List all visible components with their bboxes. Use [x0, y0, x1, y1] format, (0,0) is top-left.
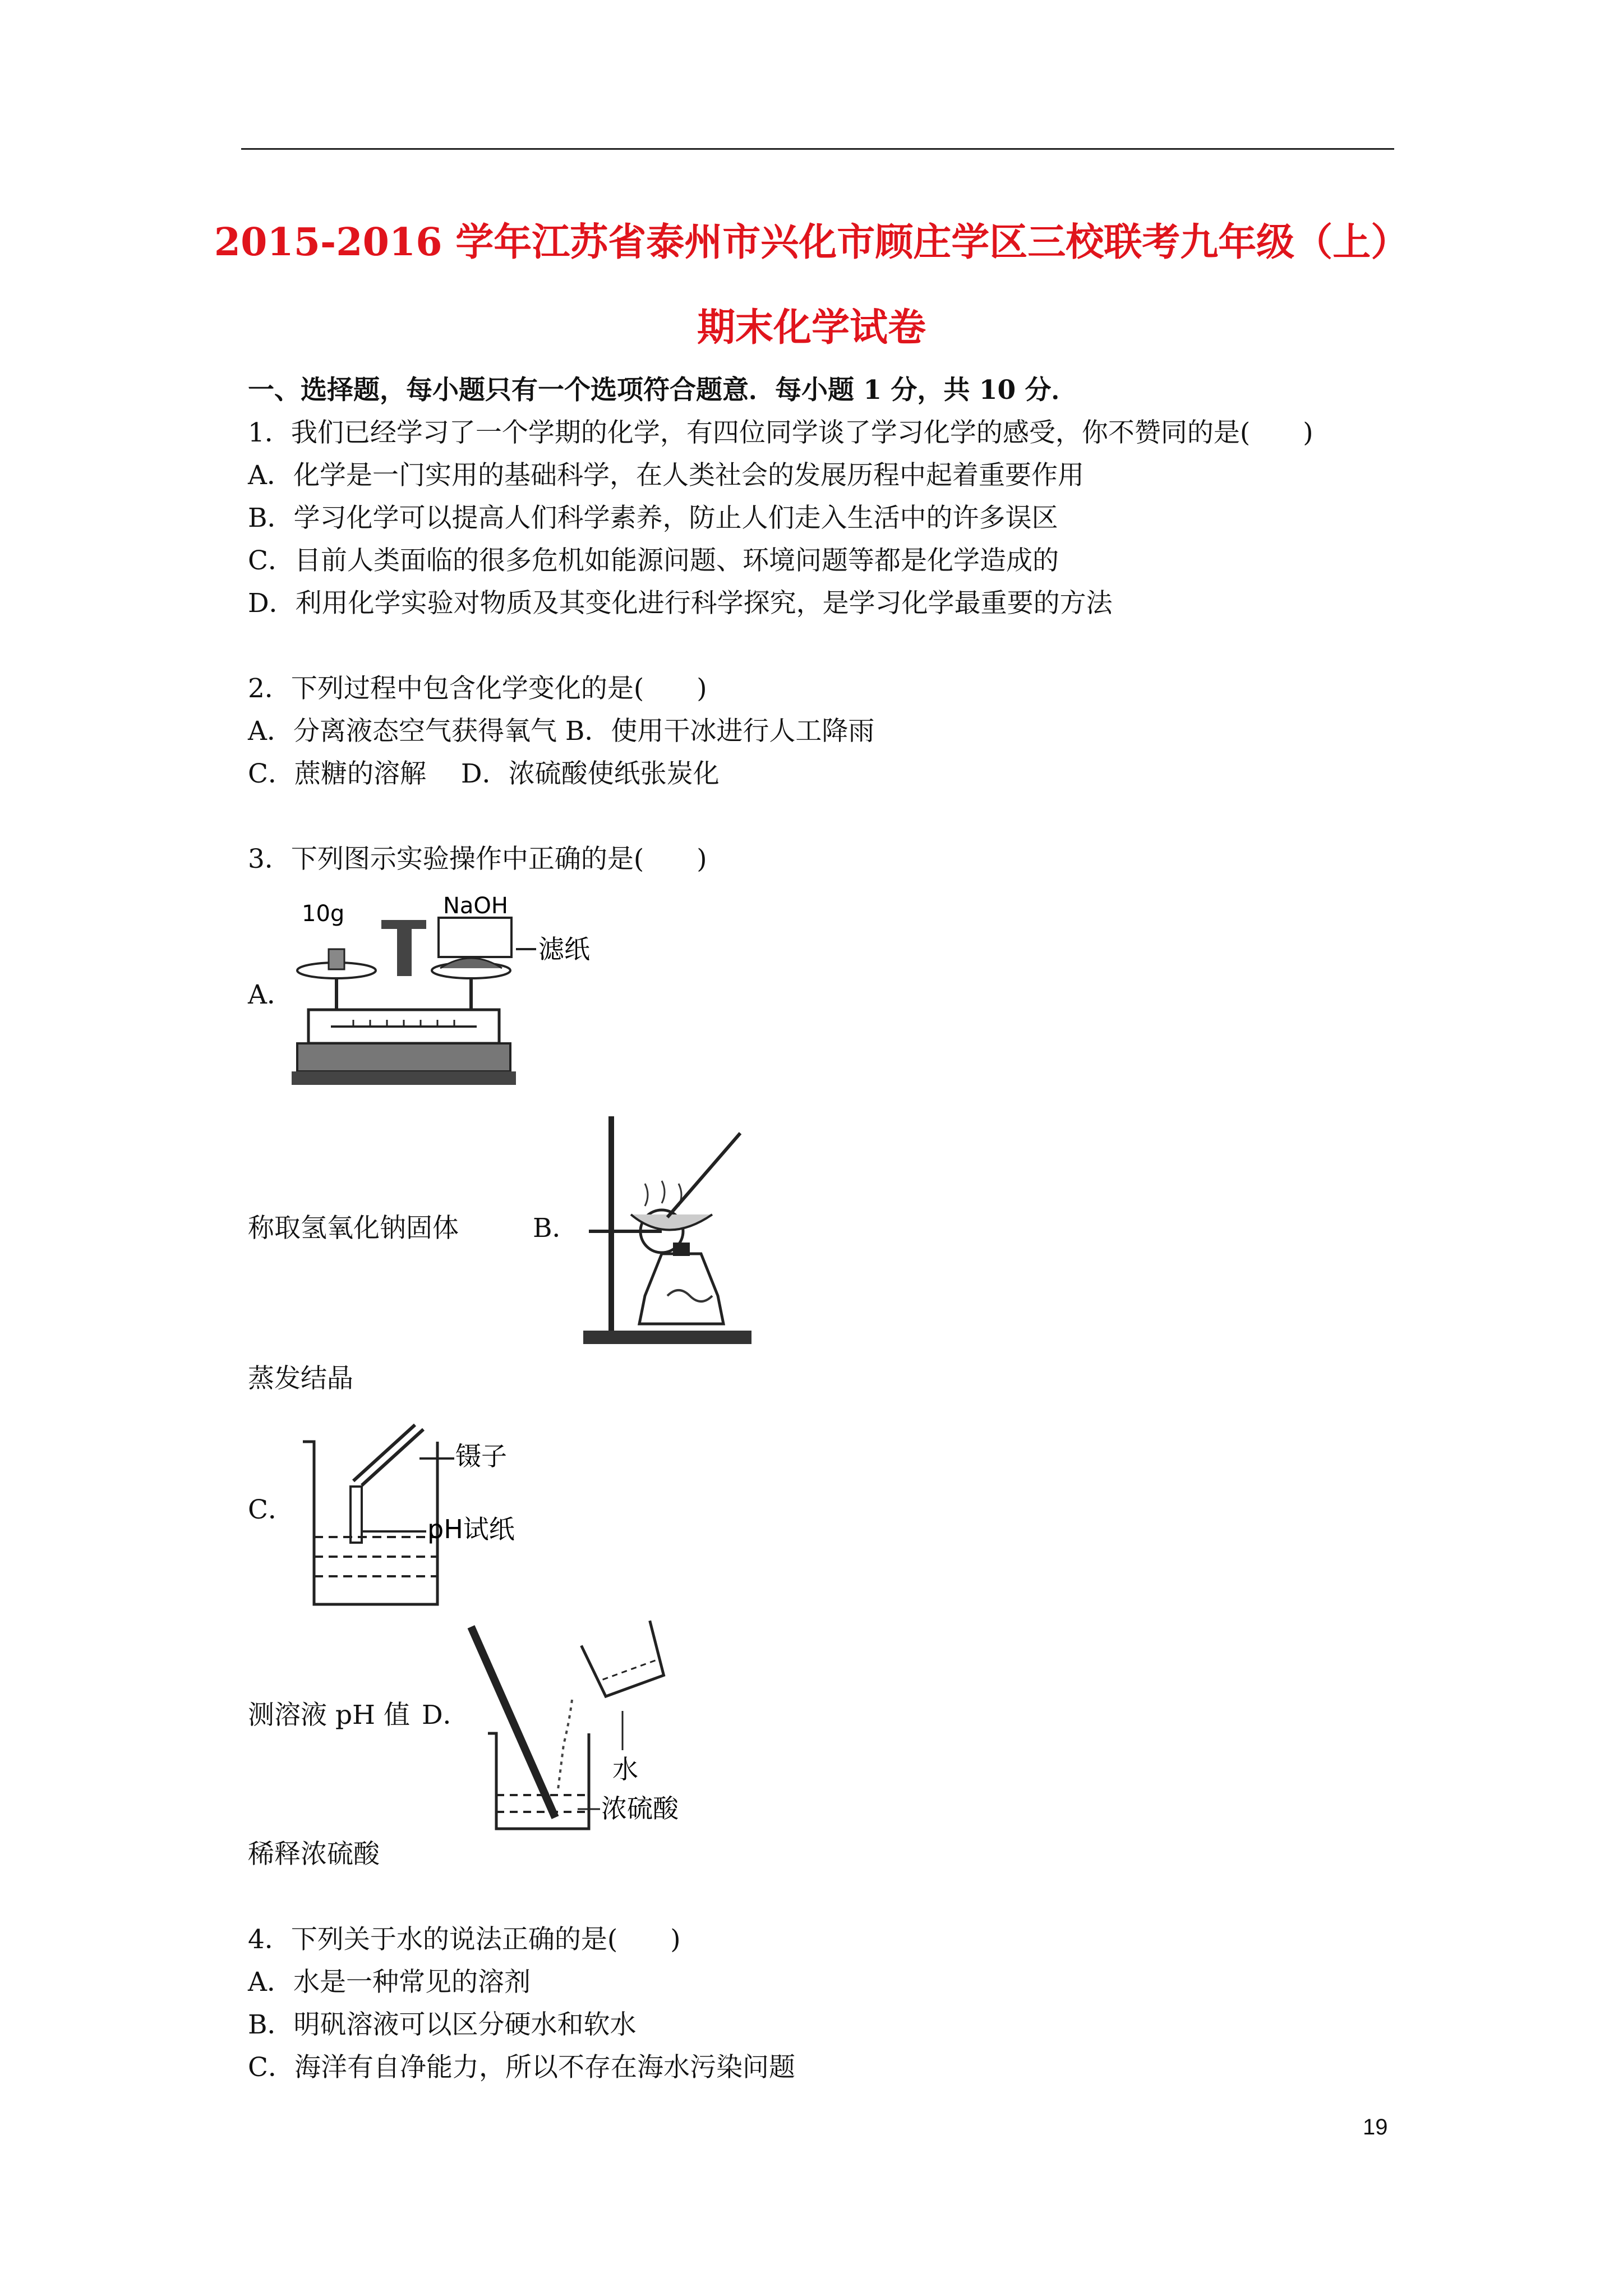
- q4-option-a: A．水是一种常见的溶剂: [248, 1967, 531, 1998]
- q3-option-b-caption: 蒸发结晶: [248, 1363, 353, 1394]
- q3-option-c-caption: 测溶液 pH 值: [248, 1700, 410, 1731]
- q1-option-b: B．学习化学可以提高人们科学素养，防止人们走入生活中的许多误区: [248, 503, 1058, 533]
- tweezers-label: 镊子: [455, 1441, 507, 1471]
- naoh-label: NaOH: [443, 893, 508, 919]
- ph-paper-label: pH试纸: [427, 1514, 515, 1544]
- q2-options-cd: C．蔗糖的溶解 D．浓硫酸使纸张炭化: [248, 758, 720, 789]
- q3-option-a-letter: A．: [248, 979, 293, 1010]
- q1-option-c: C．目前人类面临的很多危机如能源问题、环境问题等都是化学造成的: [248, 545, 1059, 576]
- exam-title-line1: 2015-2016 学年江苏省泰州市兴化市顾庄学区三校联考九年级（上）: [214, 220, 1409, 265]
- q1-option-a: A．化学是一门实用的基础科学，在人类社会的发展历程中起着重要作用: [248, 460, 1084, 491]
- q4-option-b: B．明矾溶液可以区分硬水和软水: [248, 2009, 637, 2040]
- q3-stem: 3．下列图示实验操作中正确的是( ): [248, 844, 707, 875]
- q1-option-d: D．利用化学实验对物质及其变化进行科学探究，是学习化学最重要的方法: [248, 588, 1113, 619]
- q2-options-ab: A．分离液态空气获得氧气 B．使用干冰进行人工降雨: [248, 716, 875, 747]
- balance-figure: [292, 886, 606, 1088]
- q3-option-a-caption: 称取氢氧化钠固体: [248, 1213, 459, 1244]
- evaporation-figure: [578, 1111, 791, 1352]
- acid-label: 浓硫酸: [601, 1793, 679, 1824]
- page-number: 19: [1363, 2115, 1388, 2139]
- exam-title-line2: 期末化学试卷: [697, 305, 926, 350]
- q2-stem: 2．下列过程中包含化学变化的是( ): [248, 673, 707, 704]
- filter-paper-label: 滤纸: [538, 934, 590, 964]
- dilution-figure: [460, 1616, 751, 1840]
- q4-option-c: C．海洋有自净能力，所以不存在海水污染问题: [248, 2052, 795, 2083]
- header-rule: [241, 148, 1394, 150]
- q1-stem: 1．我们已经学习了一个学期的化学，有四位同学谈了学习化学的感受，你不赞同的是( ): [248, 417, 1313, 448]
- section-heading: 一、选择题，每小题只有一个选项符合题意．每小题 1 分，共 10 分．: [248, 375, 1078, 406]
- ph-test-figure: [292, 1419, 583, 1610]
- q3-option-b-letter: B．: [533, 1213, 579, 1244]
- q3-option-d-caption: 稀释浓硫酸: [248, 1839, 380, 1870]
- q3-option-d-letter: D．: [422, 1700, 469, 1731]
- weight-label: 10g: [302, 901, 345, 927]
- water-label: 水: [612, 1754, 638, 1784]
- q3-option-c-letter: C．: [248, 1494, 294, 1525]
- q4-stem: 4．下列关于水的说法正确的是( ): [248, 1924, 681, 1955]
